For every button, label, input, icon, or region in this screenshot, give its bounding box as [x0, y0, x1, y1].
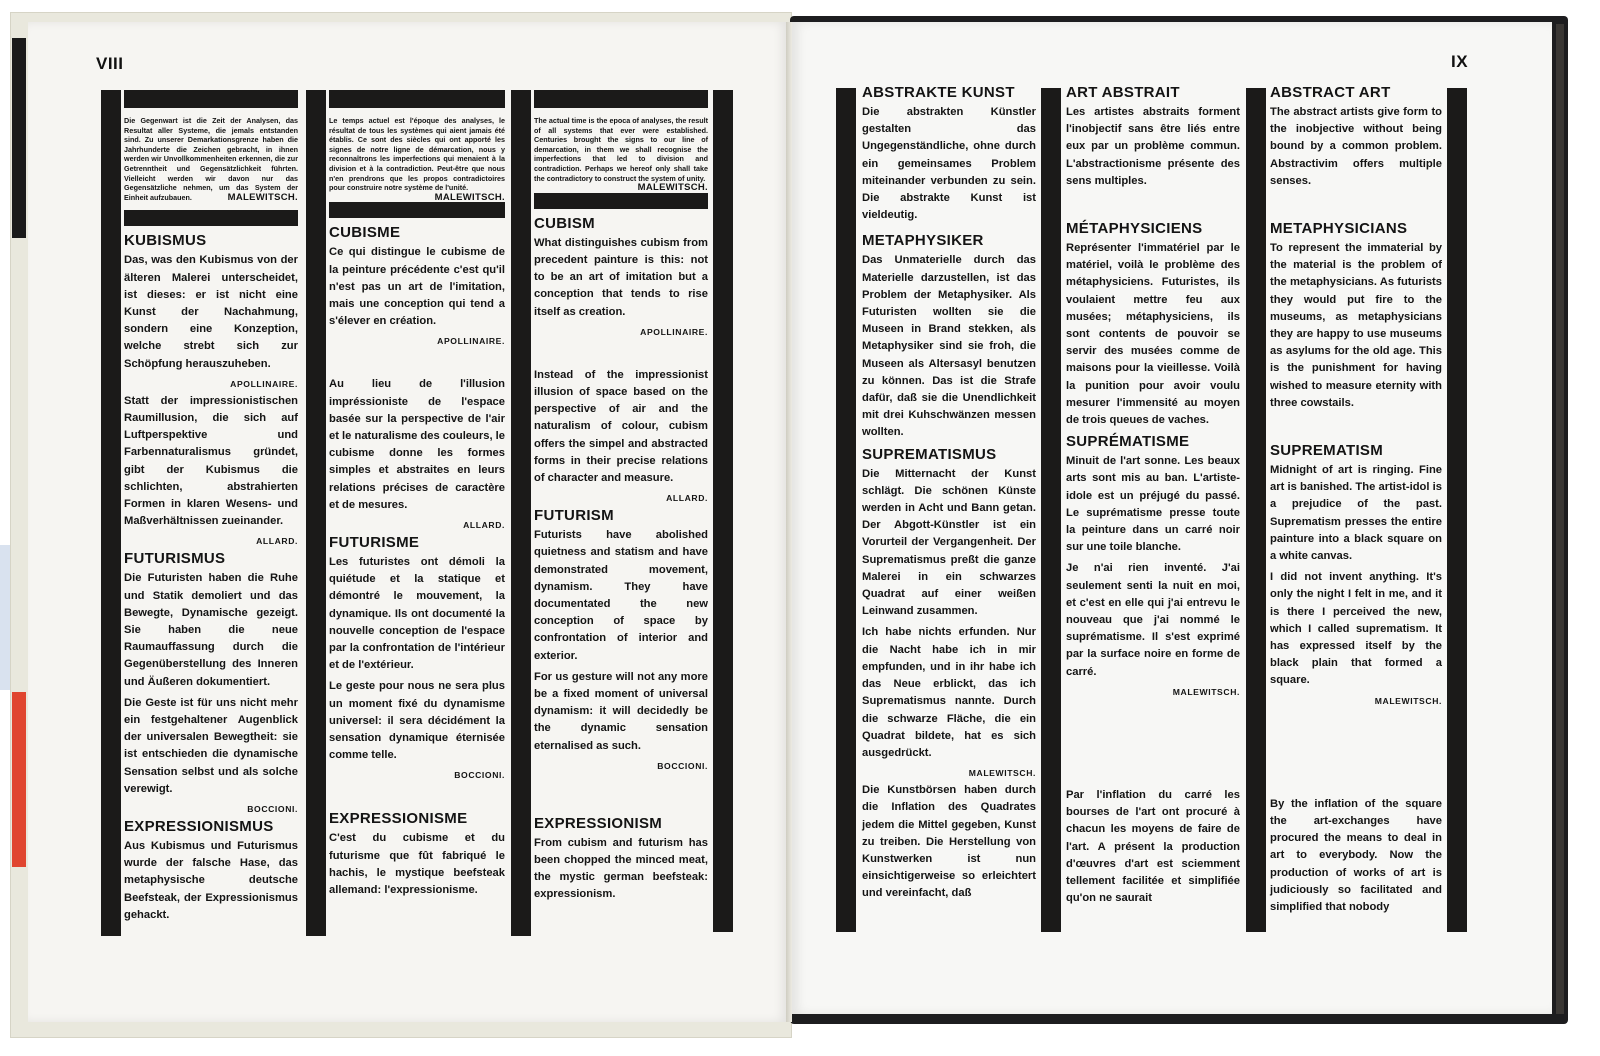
right-column-french — [1066, 84, 1240, 911]
column-rule — [713, 90, 733, 932]
section-bar — [329, 202, 505, 218]
paragraph: Das Unmaterielle durch das Materielle darzustellen, ist das Problem der Metaphysiker. Als Futuristen wollten sie die Museen in Brand stekken, als Metaphysiker sind sie froh, die Museen als Altersasyl benutzen zu können. Das ist die Strafe dafür, daß sie die Unendlichkeit mit drei Kuhschwänzen messen wollten. — [862, 254, 1036, 439]
signature: APOLLINAIRE. — [230, 378, 298, 389]
paragraph: The abstract artists give form to the inobjective without being bound by a common problem. Abstractivim offers multiple senses. — [1270, 106, 1442, 187]
signature: BOCCIONI. — [657, 760, 708, 771]
paragraph: Die Geste ist für uns nicht mehr ein festgehaltener Augenblick der universalen Bewegtheit: sie ist entschieden die dynamische Sensation selbst und als solche verewigt. — [124, 696, 298, 795]
paragraph: C'est du cubisme et du futurisme que fût fabriqué le hachis, le mystique beefsteak allemand: l'expressionisme. — [329, 832, 505, 897]
section-heading: SUPREMATISM — [1270, 442, 1384, 460]
section-heading: ABSTRACT ART — [1270, 84, 1391, 101]
left-column-german — [124, 90, 298, 928]
section-bar — [124, 210, 298, 226]
column-rule — [101, 90, 121, 936]
signature: ALLARD. — [666, 493, 708, 504]
signature: APOLLINAIRE. — [437, 336, 505, 347]
left-column-french — [329, 90, 505, 903]
header-bar — [534, 90, 708, 108]
column-rule — [306, 90, 326, 936]
intro-text: The actual time is the epoca of analyses, the result of all systems that ever were established. Centuries brought the signs to our line of demarcation, in them we shall recognise the imperfections that led to division and contradiction. Perhaps we hereof only shall take the contradictory to construct the system of unity. MALEWITSCH. — [534, 116, 708, 194]
paragraph: Aus Kubismus und Futurismus wurde der falsche Hase, das metaphysische deutsche Beefsteak, der Expressionismus gehackt. — [124, 840, 298, 921]
paragraph: Die Futuristen haben die Ruhe und Statik demoliert und das Bewegte, Dynamische gezeigt. Sie haben die neue Raumauffassung durch die Gegenüberstellung des Inneren und Äußeren dokumentiert. — [124, 572, 298, 688]
paragraph: Les artistes abstraits forment l'inobjectif sans être liés entre eux par un problème commun. L'abstractionisme présente des sens multiples. — [1066, 106, 1240, 187]
header-bar — [329, 90, 505, 108]
left-column-english — [534, 90, 708, 908]
paragraph: Représenter l'immatériel par le matériel, voilà le problème des métaphysiciens. Futuristes, ils voulaient mettre feu aux musées; métaphysiciens, ils sont contents de pouvoir se servir des musées comme de maisons pour la vieillesse. Voilà la punition pour avoir voulu mesurer l'immensité au moyen de trois queues de vaches. — [1066, 242, 1240, 427]
column-rule — [1447, 88, 1467, 932]
paragraph: From cubism and futurism has been chopped the minced meat, the mystic german beefsteak: expressionism. — [534, 836, 708, 901]
section-heading: CUBISM — [534, 214, 595, 232]
paragraph: Das, was den Kubismus von der älteren Malerei unterscheidet, ist dieses: er ist nicht eine Kunst der Nachahmung, sondern eine Konzeption, welche strebt sich zur Schöpfung herauszuheben. — [124, 254, 298, 370]
section-heading: EXPRESSIONISME — [329, 810, 468, 828]
right-cover-edge — [1556, 24, 1564, 1014]
paragraph: Je n'ai rien inventé. J'ai seulement senti la nuit en moi, et c'est en elle qui j'ai entrevu le nouveau que j'ai nommé le suprématisme. Il s'est exprimé par la surface noire en forme de carré. — [1066, 562, 1240, 678]
column-rule — [1246, 88, 1266, 932]
intro-signature: MALEWITSCH. — [227, 191, 298, 203]
section-heading: FUTURISM — [534, 507, 614, 525]
signature: APOLLINAIRE. — [640, 326, 708, 337]
paragraph: Par l'inflation du carré les bourses de l'art ont procuré à chacun les moyens de faire de l'art. A présent la production d'œuvres d'art est sciemment tellement facilitée et simplifiée qu'on ne saurait — [1066, 788, 1240, 905]
paragraph: To represent the immaterial by the material is the problem of the metaphysicians. As futurists they would put fire to the museums, as metaphysicians they are happy to use museums as asylums for the old age. This is the punishment for having wished to measure eternity with three cowstails. — [1270, 242, 1442, 409]
book-gutter — [786, 22, 792, 1022]
section-heading: SUPREMATISMUS — [862, 445, 997, 463]
paragraph: I did not invent anything. It's only the night I felt in me, and it is there I perceived the new, which I called suprematism. It has expressed itself by the black plain that formed a square. — [1270, 571, 1442, 687]
signature: MALEWITSCH. — [968, 768, 1036, 779]
column-rule — [836, 88, 856, 932]
intro-text: Die Gegenwart ist die Zeit der Analysen, das Resultat aller Systeme, die jemals entstanden sind. Zu unserer Demarkationsgrenze haben die Jahrhunderte die Zeichen gebracht, in ihnen werden wir Unvollkommenheiten erkennen, die zur Getrenntheit und Gegensätzlichkeit führten. Vielleicht werden wir davon nur das Gegensätzliche nehmen, um das System der Einheit aufzubauen. MALEWITSCH. — [124, 116, 298, 203]
section-heading: METAPHYSIKER — [862, 232, 984, 250]
intro-signature: MALEWITSCH. — [637, 182, 708, 194]
paragraph: Instead of the impressionist illusion of space based on the perspective of air and the naturalism of colour, cubism offers the simpel and abstracted forms in their precise relations of character and measure. — [534, 368, 708, 484]
section-heading: CUBISME — [329, 224, 401, 242]
paragraph: Statt der impressionistischen Raumillusion, die sich auf Luftperspektive und Farbennaturalismus gründet, gibt der Kubismus die schlichten, abstrahierten Formen in klaren Wesens- und Maßverhältnissen zueinander. — [124, 394, 298, 528]
signature: BOCCIONI. — [454, 770, 505, 781]
section-bar — [534, 193, 708, 209]
paragraph: Au lieu de l'illusion impréssioniste de l'espace basée sur la perspective de l'air et le naturalisme des couleurs, le cubisme donne les formes simples et abstraites en leurs relations précises de caractère et de mesures. — [329, 378, 505, 511]
header-bar — [124, 90, 298, 108]
signature: MALEWITSCH. — [1374, 695, 1442, 706]
signature: ALLARD. — [256, 536, 298, 547]
section-heading: KUBISMUS — [124, 232, 207, 250]
intro-text: Le temps actuel est l'époque des analyses, le résultat de tous les systèmes qui aient jamais été établis. Ce sont des siècles qui ont apporté les signes de notre ligne de démarcation, nous y reconnaîtrons les imperfections qui menaient à la division et à la contradiction. Peut-être que nous n'en prendrons que les propos contradictoires pour construire notre système de l'unité. MALEWITSCH. — [329, 116, 505, 203]
page-number-right: IX — [1451, 52, 1469, 71]
paragraph: Ce qui distingue le cubisme de la peinture précédente c'est qu'il n'est pas un art de l'imitation, mais une conception qui tend a s'élever en création. — [329, 246, 505, 328]
intro-signature: MALEWITSCH. — [434, 191, 505, 203]
section-heading: MÉTAPHYSICIENS — [1066, 220, 1203, 238]
section-heading: EXPRESSIONISMUS — [124, 818, 274, 836]
paragraph: Minuit de l'art sonne. Les beaux arts sont mis au ban. L'artiste-idole est un préjugé du passé. Le suprématisme presse toute la peinture dans un carré noir sur une toile blanche. — [1066, 455, 1240, 554]
section-heading: FUTURISMUS — [124, 550, 226, 568]
signature: BOCCIONI. — [247, 804, 298, 815]
paragraph: Midnight of art is ringing. Fine art is banished. The artist-idol is a prejudice of the past. Suprematism presses the entire painture into a black square on a white canvas. — [1270, 464, 1442, 563]
paragraph: For us gesture will not any more be a fixed moment of universal dynamism: it will decidedly be the dynamic sensation eternalised as such. — [534, 670, 708, 752]
right-column-german — [862, 84, 1036, 907]
paragraph: Ich habe nichts erfunden. Nur die Nacht habe ich in mir empfunden, und in ihr habe ich das Neue erblickt, das ich Suprematismus nannte. Durch die schwarze Fläche, die ein Quadrat bildete, hat es sich ausgedrückt. — [862, 626, 1036, 759]
paragraph: Futurists have abolished quietness and statism and have demonstrated movement, dynamism. They have documentated the new conception of space by confrontation of interior and exterior. — [534, 529, 708, 662]
signature: MALEWITSCH. — [1172, 686, 1240, 697]
column-rule — [1041, 88, 1061, 932]
section-heading: FUTURISME — [329, 533, 420, 551]
section-heading: SUPRÉMATISME — [1066, 433, 1190, 451]
paragraph: Die Kunstbörsen haben durch die Inflation des Quadrates jedem die Mittel gegeben, Kunst zu treiben. Die Herstellung von Kunstwerken ist nun einsichtigerweise so erleichtert und vereinfacht, daß — [862, 784, 1036, 900]
paragraph: By the inflation of the square the art-exchanges have procured the means to deal in art to everybody. Now the production of works of art is judiciously so facilitated and simplified that nobody — [1270, 797, 1442, 913]
column-rule — [511, 90, 531, 936]
section-heading: ART ABSTRAIT — [1066, 84, 1180, 101]
section-heading: ABSTRAKTE KUNST — [862, 84, 1015, 101]
section-heading: METAPHYSICIANS — [1270, 220, 1408, 238]
paragraph: Die Mitternacht der Kunst schlägt. Die schönen Künste werden in Acht und Bann getan. Der Abgott-Künstler ist ein Vorurteil der Vergangenheit. Der Suprematismus preßt die ganze Malerei in ein schwarzes Quadrat auf einer weißen Leinwand zusammen. — [862, 467, 1036, 618]
paragraph: Die abstrakten Künstler gestalten das Ungegenständliche, ohne durch ein gemeinsames Problem miteinander verbunden zu sein. Die abstrakte Kunst ist vieldeutig. — [862, 106, 1036, 222]
section-heading: EXPRESSIONISM — [534, 814, 663, 832]
left-edge-black-stripe — [12, 38, 26, 238]
paragraph: What distinguishes cubism from precedent painture is this: not to be an art of imitation but a conception that tends to rise itself as creation. — [534, 236, 708, 318]
page-number-left: VIII — [96, 54, 124, 73]
right-column-english — [1270, 84, 1442, 920]
paragraph: Les futuristes ont démoli la quiétude et la statique et démontré le mouvement, la dynamique. Ils ont documenté la nouvelle conception de l'espace par la confrontation de l'intérieur et de l'extérieur. — [329, 555, 505, 672]
left-edge-red-stripe — [12, 692, 26, 867]
signature: ALLARD. — [463, 519, 505, 530]
paragraph: Le geste pour nous ne sera plus un moment fixé du dynamisme universel: il sera décidément la sensation dynamique éternisée comme telle. — [329, 680, 505, 762]
